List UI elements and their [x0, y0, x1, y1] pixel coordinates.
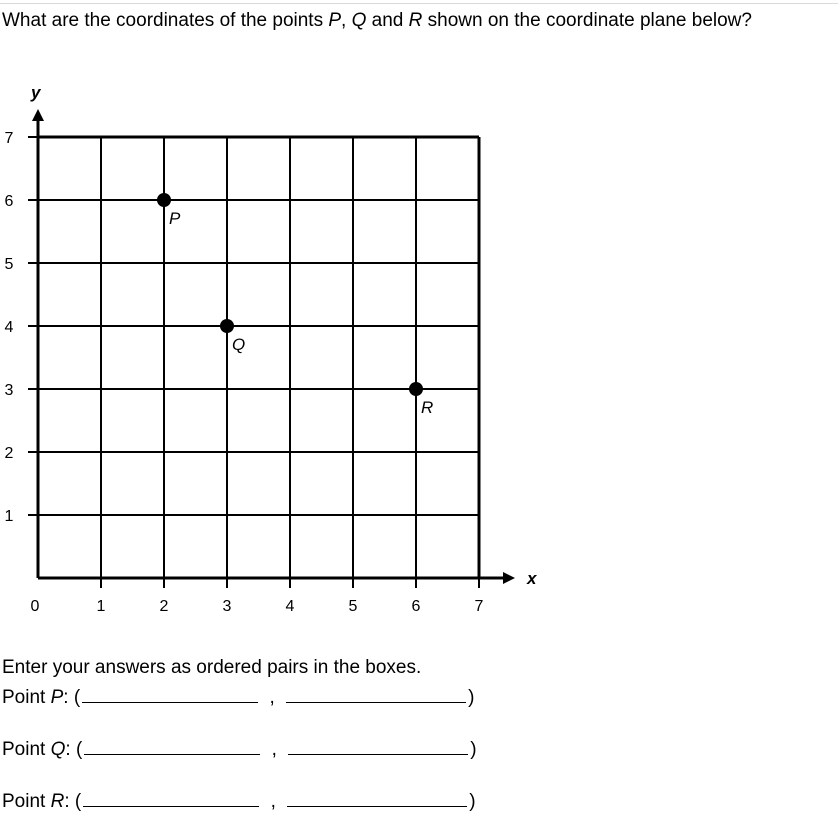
- y-tick-label: 5: [4, 256, 14, 273]
- point-r-x-input[interactable]: [83, 786, 259, 807]
- point-q-y-input[interactable]: [288, 734, 468, 755]
- answer-row-q: Point Q: ( , ): [2, 734, 477, 760]
- point-p-x-input[interactable]: [82, 682, 258, 703]
- answer-row-r: Point R: ( , ): [2, 786, 477, 812]
- x-tick-label: 2: [159, 598, 169, 615]
- x-tick-label: 6: [411, 598, 421, 615]
- x-tick-label: 4: [285, 598, 295, 615]
- data-point-label-q: Q: [232, 335, 246, 354]
- answer-row-p: Point P: ( , ): [2, 682, 477, 708]
- y-tick-label: 1: [4, 508, 14, 525]
- x-axis-label: x: [527, 569, 537, 588]
- point-q-x-input[interactable]: [84, 734, 260, 755]
- y-tick-label: 6: [4, 193, 14, 210]
- data-point-r: [409, 382, 423, 396]
- data-point-q: [220, 319, 234, 333]
- y-tick-label: 2: [4, 445, 14, 462]
- point-p-y-input[interactable]: [286, 682, 466, 703]
- data-point-p: [157, 193, 171, 207]
- y-axis-arrow-icon: [32, 109, 44, 121]
- answer-section: [2, 656, 477, 812]
- y-tick-label: 7: [4, 130, 14, 147]
- data-point-label-p: P: [169, 209, 181, 228]
- x-tick-label: 5: [348, 598, 358, 615]
- y-tick-label: 4: [4, 319, 14, 336]
- answer-instructions: Enter your answers as ordered pairs in the boxes.: [2, 657, 422, 678]
- point-r-y-input[interactable]: [287, 786, 467, 807]
- y-tick-label: 3: [4, 382, 14, 399]
- x-tick-label: 3: [222, 598, 232, 615]
- data-point-label-r: R: [421, 398, 434, 417]
- top-divider: [0, 3, 838, 4]
- coordinate-plane: [0, 80, 560, 640]
- x-tick-label: 7: [474, 598, 484, 615]
- y-axis-label: y: [31, 83, 41, 102]
- x-tick-label: 1: [96, 598, 106, 615]
- x-axis-arrow-icon: [503, 572, 515, 584]
- x-tick-label: 0: [30, 598, 40, 615]
- question-text: What are the coordinates of the points P, Q and R shown on the coordinate plane below?: [2, 10, 752, 31]
